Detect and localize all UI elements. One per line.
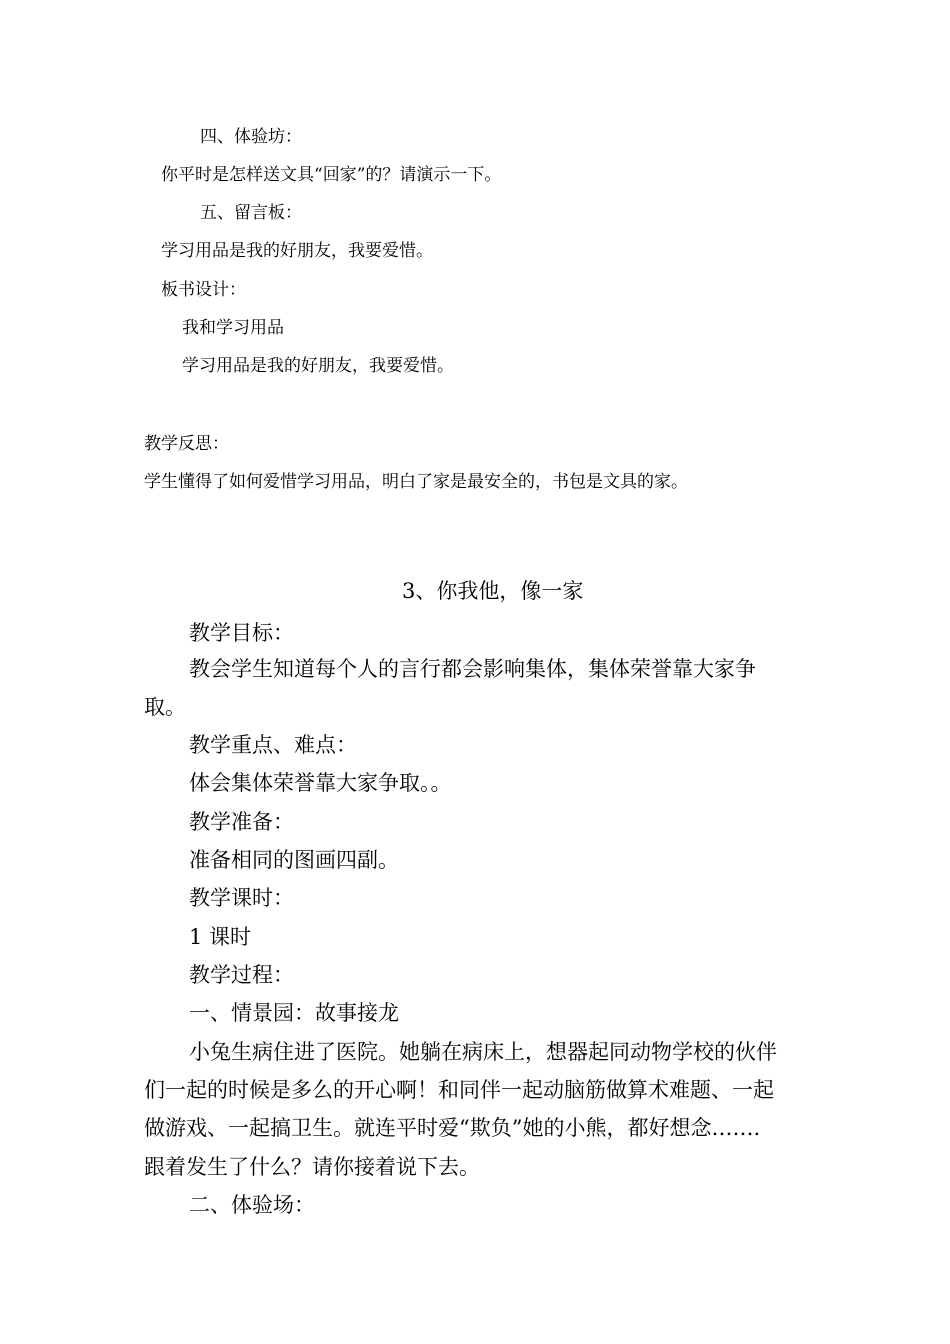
hours-text: 1 课时	[189, 925, 252, 949]
focus-text: 体会集体荣誉靠大家争取。。	[189, 771, 452, 795]
goal-text-line-2: 取。	[144, 695, 186, 719]
board-design-label: 板书设计：	[161, 280, 246, 300]
reflection-text: 学生懂得了如何爱惜学习用品，明白了家是最安全的，书包是文具的家。	[144, 472, 688, 492]
goal-label: 教学目标：	[189, 621, 294, 645]
step2-heading: 二、体验场：	[189, 1193, 315, 1217]
board-design-line-2: 学习用品是我的好朋友，我要爱惜。	[182, 356, 454, 376]
step1-heading: 一、情景园：故事接龙	[189, 1001, 399, 1025]
hours-label: 教学课时：	[189, 886, 294, 910]
heading-experience-workshop: 四、体验坊：	[200, 127, 302, 147]
reflection-label: 教学反思：	[144, 434, 229, 454]
story-line-1: 小兔生病住进了医院。她躺在病床上，想器起同动物学校的伙伴	[189, 1040, 777, 1064]
process-label: 教学过程：	[189, 963, 294, 987]
paragraph-experience-workshop: 你平时是怎样送文具“回家”的？请演示一下。	[161, 165, 502, 185]
prep-text: 准备相同的图画四副。	[189, 848, 399, 872]
focus-label: 教学重点、难点：	[189, 733, 357, 757]
story-line-2: 们一起的时候是多么的开心啊！和同伴一起动脑筋做算术难题、一起	[144, 1078, 774, 1102]
heading-message-board: 五、留言板：	[200, 203, 302, 223]
story-line-4: 跟着发生了什么？请你接着说下去。	[144, 1155, 480, 1179]
paragraph-message-board: 学习用品是我的好朋友，我要爱惜。	[161, 241, 433, 261]
prep-label: 教学准备：	[189, 810, 294, 834]
lesson-title: 3、你我他，像一家	[402, 579, 584, 603]
story-line-3: 做游戏、一起搞卫生。就连平时爱“欺负”她的小熊，都好想念…….	[144, 1116, 761, 1140]
goal-text-line-1: 教会学生知道每个人的言行都会影响集体，集体荣誉靠大家争	[189, 657, 756, 681]
board-design-line-1: 我和学习用品	[182, 318, 284, 338]
